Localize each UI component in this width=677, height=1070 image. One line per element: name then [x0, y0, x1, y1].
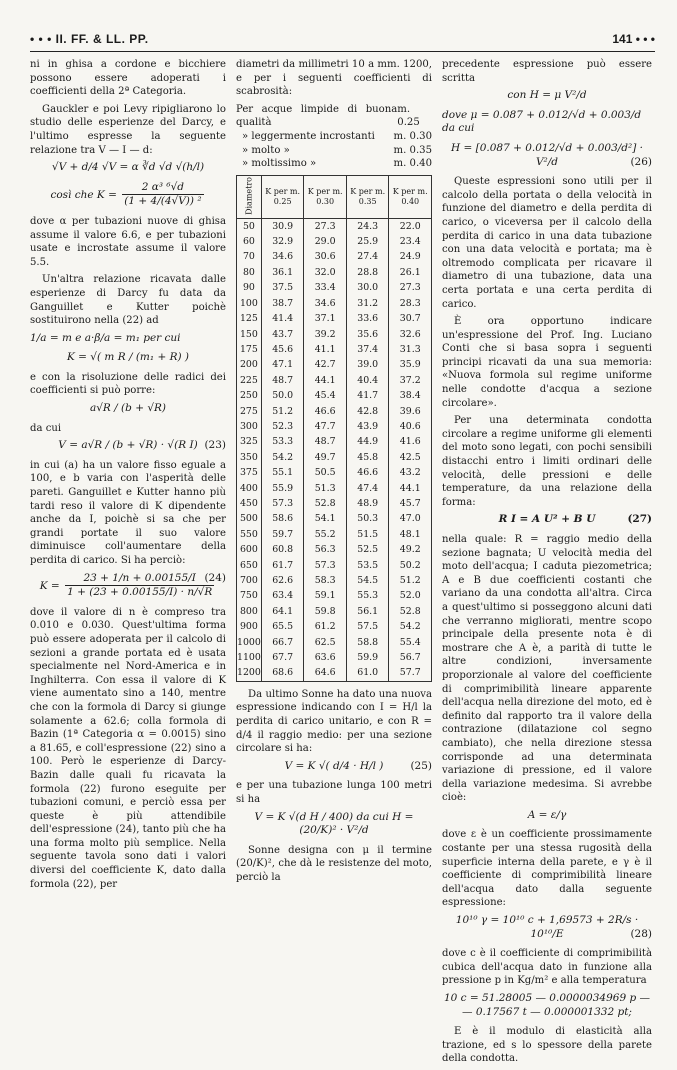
table-row	[237, 465, 432, 480]
equation: V = K √( d/4 · H/l ) (25)	[284, 759, 432, 772]
table-row	[237, 434, 432, 449]
equation: con H = μ V²/d	[507, 89, 587, 102]
table-row	[237, 265, 432, 280]
paragraph: e con la risoluzione delle radici dei coefficienti si può porre:	[30, 371, 226, 397]
cell-k-value: 40.6	[389, 419, 432, 434]
cell-diameter: 70	[237, 249, 262, 264]
cell-k-value: 46.6	[304, 404, 347, 419]
cell-k-value: 59.9	[346, 650, 389, 665]
cell-k-value: 51.5	[346, 527, 389, 542]
paragraph: Queste espressioni sono utili per il calcolo della portata o della velocità in funzione del diametro e della perdita di carico, o viceversa per il calcolo della perdita di carico in una data tubazione con una data velocità e portata; ma è oltremodo complicata per ricavare il diametro di una tubazione, data una certa portata e una certa perdita di carico.	[442, 176, 652, 310]
cell-k-value: 64.1	[261, 604, 304, 619]
cell-k-value: 52.8	[304, 496, 347, 511]
cell-diameter: 1200	[237, 665, 262, 681]
equation: K = $\frac{23 + 1/n + 0.00155/I}{1 + (23 + 0.00155/I) \cdot n/√R}$ (24)	[39, 571, 226, 599]
paragraph: precedente espressione può essere scritta	[442, 59, 652, 84]
cell-diameter: 250	[237, 388, 262, 403]
cell-k-value: 43.2	[389, 465, 432, 480]
cell-k-value: 30.0	[346, 280, 389, 295]
paragraph: Da ultimo Sonne ha dato una nuova espressione indicando con I = H/l la perdita di carico unitario, e con R = d/4 il raggio medio: per una sezione circolare si ha:	[236, 688, 432, 755]
cell-k-value: 24.3	[346, 218, 389, 234]
cell-k-value: 27.3	[389, 280, 432, 295]
cell-k-value: 54.2	[261, 450, 304, 465]
cell-k-value: 39.0	[346, 357, 389, 372]
cell-k-value: 57.3	[304, 558, 347, 573]
cell-k-value: 39.2	[304, 327, 347, 342]
paragraph: È ora opportuno indicare un'espressione del Prof. Ing. Luciano Conti che si basa sopra i seguenti principi ricavati da una sua memoria: «Nuova formola sul regime uniforme nelle condotte d'acqua a sezione circolare».	[442, 316, 652, 409]
cell-diameter: 700	[237, 573, 262, 588]
cell-diameter: 650	[237, 558, 262, 573]
cell-k-value: 58.6	[261, 511, 304, 526]
cell-k-value: 27.4	[346, 249, 389, 264]
cell-k-value: 58.3	[304, 573, 347, 588]
paragraph: dove c è il coefficiente di comprimibilità cubica dell'acqua dato in funzione alla pressione p in Kg/m² e alla temperatura	[442, 948, 652, 987]
cell-k-value: 67.7	[261, 650, 304, 665]
table-row	[237, 588, 432, 603]
cell-diameter: 50	[237, 218, 262, 234]
cell-diameter: 275	[237, 404, 262, 419]
cell-k-value: 64.6	[304, 665, 347, 681]
cell-diameter: 300	[237, 419, 262, 434]
cell-diameter: 450	[237, 496, 262, 511]
cell-k-value: 41.7	[346, 388, 389, 403]
cell-diameter: 175	[237, 342, 262, 357]
cell-k-value: 53.3	[261, 434, 304, 449]
cell-k-value: 32.9	[261, 234, 304, 249]
cell-k-value: 52.5	[346, 542, 389, 557]
cell-diameter: 90	[237, 280, 262, 295]
cell-k-value: 41.1	[304, 342, 347, 357]
cell-k-value: 57.5	[346, 619, 389, 634]
cell-k-value: 57.3	[261, 496, 304, 511]
cell-k-value: 45.6	[261, 342, 304, 357]
cell-k-value: 43.9	[346, 419, 389, 434]
cell-k-value: 30.9	[261, 218, 304, 234]
table-row	[237, 419, 432, 434]
cell-k-value: 48.9	[346, 496, 389, 511]
cell-k-value: 51.2	[261, 404, 304, 419]
cell-diameter: 800	[237, 604, 262, 619]
cell-diameter: 400	[237, 481, 262, 496]
cell-k-value: 42.8	[346, 404, 389, 419]
equation: dove μ = 0.087 + 0.012/√d + 0.003/d da cui	[442, 108, 642, 135]
coefficient-table	[236, 175, 432, 682]
cell-k-value: 36.1	[261, 265, 304, 280]
cell-k-value: 29.0	[304, 234, 347, 249]
paragraph: nella quale: R = raggio medio della sezione bagnata; U velocità media del moto dell'acqua; I caduta piezometrica; A e B due coefficienti costanti che variano da una condotta all'altra. Circa a quest'ultimo si posseggono alcuni dati che verranno migliorati, mentre scopo principale della presente nota è di mostrare che A è, a parità di tutte le altre condizioni, inversamente proporzionale al valore del coefficiente di comprimibilità lineare apparente dell'acqua nella direzione del moto, ed è definito dal rapporto tra il valore della contrazione (dilatazione col segno cambiato), che nella direzione stessa corrisponde ad una determinata variazione di pressione, ed il valore della variazione medesima. Si avrebbe cioè:	[442, 534, 652, 804]
table-row	[237, 357, 432, 372]
cell-k-value: 55.2	[304, 527, 347, 542]
table-row	[237, 249, 432, 264]
paragraph: dove ε è un coefficiente prossimamente costante per una stessa rugosità della superficie interna della parete, e γ è il coefficiente di comprimibilità lineare dell'acqua dato dalla seguente espressione:	[442, 829, 652, 909]
table-row	[237, 311, 432, 326]
cell-k-value: 47.4	[346, 481, 389, 496]
cell-k-value: 66.7	[261, 635, 304, 650]
cell-diameter: 600	[237, 542, 262, 557]
cell-diameter: 550	[237, 527, 262, 542]
cell-k-value: 44.9	[346, 434, 389, 449]
cell-k-value: 27.3	[304, 218, 347, 234]
cell-k-value: 54.5	[346, 573, 389, 588]
cell-k-value: 49.2	[389, 542, 432, 557]
cell-k-value: 45.7	[389, 496, 432, 511]
cell-k-value: 41.4	[261, 311, 304, 326]
cell-k-value: 55.1	[261, 465, 304, 480]
cell-k-value: 49.7	[304, 450, 347, 465]
equation: 10 c = 51.28005 — 0.0000034969 p — — 0.17567 t — 0.000001332 pt;	[443, 992, 651, 1018]
cell-k-value: 35.9	[389, 357, 432, 372]
cell-diameter: 750	[237, 588, 262, 603]
cell-k-value: 60.8	[261, 542, 304, 557]
table-row	[237, 542, 432, 557]
table-row	[237, 496, 432, 511]
equation: R I = A U² + B U (27)	[498, 513, 652, 526]
cell-k-value: 56.3	[304, 542, 347, 557]
cell-k-value: 57.7	[389, 665, 432, 681]
table-row	[237, 342, 432, 357]
cell-k-value: 47.0	[389, 511, 432, 526]
cell-k-value: 63.6	[304, 650, 347, 665]
cell-k-value: 52.8	[389, 604, 432, 619]
cell-diameter: 60	[237, 234, 262, 249]
column-2	[236, 58, 432, 889]
column-header-k: K per m. 0.25	[261, 175, 304, 218]
cell-k-value: 40.4	[346, 373, 389, 388]
cell-k-value: 51.3	[304, 481, 347, 496]
equation: 10¹⁰ γ = 10¹⁰ c + 1,69573 + 2R/s · 10¹⁰/E (28)	[455, 914, 652, 940]
cell-k-value: 42.7	[304, 357, 347, 372]
cell-k-value: 30.7	[389, 311, 432, 326]
cell-k-value: 28.3	[389, 296, 432, 311]
cell-k-value: 65.5	[261, 619, 304, 634]
cell-k-value: 22.0	[389, 218, 432, 234]
cell-k-value: 56.1	[346, 604, 389, 619]
paragraph: diametri da millimetri 10 a mm. 1200, e per i seguenti coefficienti di scabrosità:	[236, 59, 432, 98]
cell-k-value: 23.4	[389, 234, 432, 249]
equation: così che K = $\frac{\text{2 α³ ⁶√d}}{\text{(1 + 4/(4√V)) ²}}$	[50, 180, 202, 208]
cell-k-value: 47.1	[261, 357, 304, 372]
cell-diameter: 500	[237, 511, 262, 526]
cell-diameter: 1000	[237, 635, 262, 650]
table-row	[237, 558, 432, 573]
paragraph: Un'altra relazione ricavata dalle esperienze di Darcy fu data da Ganguillet e Kutter poichè sostituirono nella (22) ad	[30, 274, 226, 327]
cell-k-value: 37.2	[389, 373, 432, 388]
cell-k-value: 50.3	[346, 511, 389, 526]
cell-k-value: 37.4	[346, 342, 389, 357]
cell-k-value: 47.7	[304, 419, 347, 434]
table-row	[237, 511, 432, 526]
cell-k-value: 48.7	[261, 373, 304, 388]
cell-k-value: 30.6	[304, 249, 347, 264]
cell-diameter: 150	[237, 327, 262, 342]
cell-k-value: 33.4	[304, 280, 347, 295]
column-header-k: K per m. 0.30	[304, 175, 347, 218]
equation: V = a√R / (b + √R) · √(R I) (23)	[58, 439, 226, 452]
cell-k-value: 52.3	[261, 419, 304, 434]
paragraph: Gauckler e poi Levy ripigliarono lo studio delle esperienze del Darcy, e l'ultimo espresse la seguente relazione tra V — I — d:	[30, 103, 226, 156]
cell-k-value: 50.5	[304, 465, 347, 480]
cell-k-value: 59.8	[304, 604, 347, 619]
paragraph: in cui (a) ha un valore fisso eguale a 100, e b varia con l'asperità delle pareti. Ganguillet e Kutter hanno più tardi reso il valore di K dipendente anche da I, poichè si sa che per grandi portate il suo valore diminuisce coll'aumentare della perdita di carico. Si ha perciò:	[30, 459, 226, 566]
cell-k-value: 63.4	[261, 588, 304, 603]
cell-k-value: 55.4	[389, 635, 432, 650]
cell-k-value: 39.6	[389, 404, 432, 419]
page-header	[30, 32, 655, 50]
cell-k-value: 35.6	[346, 327, 389, 342]
cell-k-value: 45.4	[304, 388, 347, 403]
cell-diameter: 100	[237, 296, 262, 311]
scabrosity-list: Per acque limpide di buona qualità m. 0.25 » leggermente incrostanti m. 0.30 » molto » m. 0.35 » moltissimo » m. 0.40	[236, 103, 432, 170]
cell-k-value: 32.6	[389, 327, 432, 342]
cell-k-value: 34.6	[304, 296, 347, 311]
cell-k-value: 62.5	[304, 635, 347, 650]
equation: √V + d/4 √V = α ∛d √d √(h/l)	[51, 161, 205, 174]
cell-k-value: 32.0	[304, 265, 347, 280]
table-row	[237, 527, 432, 542]
equation: V = K √(d H / 400) da cui H = (20/K)² · V²/d	[254, 810, 414, 837]
cell-k-value: 59.1	[304, 588, 347, 603]
cell-k-value: 24.9	[389, 249, 432, 264]
column-3	[442, 58, 652, 1070]
equation: H = [0.087 + 0.012/√d + 0.003/d²] · V²/d (26)	[450, 141, 652, 168]
table-row	[237, 635, 432, 650]
cell-diameter: 375	[237, 465, 262, 480]
cell-diameter: 125	[237, 311, 262, 326]
cell-k-value: 31.3	[389, 342, 432, 357]
cell-diameter: 225	[237, 373, 262, 388]
cell-k-value: 43.7	[261, 327, 304, 342]
cell-k-value: 44.1	[389, 481, 432, 496]
table-row	[237, 619, 432, 634]
paragraph: dove α per tubazioni nuove di ghisa assume il valore 6.6, e per tubazioni usate e incrostate assume il valore 5.5.	[30, 215, 226, 268]
cell-k-value: 62.6	[261, 573, 304, 588]
cell-k-value: 54.1	[304, 511, 347, 526]
cell-k-value: 52.0	[389, 588, 432, 603]
column-header-k: K per m. 0.35	[346, 175, 389, 218]
cell-diameter: 900	[237, 619, 262, 634]
cell-k-value: 38.7	[261, 296, 304, 311]
cell-k-value: 26.1	[389, 265, 432, 280]
table-row	[237, 296, 432, 311]
paragraph: Per una determinata condotta circolare a regime uniforme gli elementi del moto sono legati, con pochi sensibili distacchi entro i limiti ordinari delle velocità, delle pressioni e delle temperature, da una relazione della forma:	[442, 415, 652, 508]
cell-k-value: 50.2	[389, 558, 432, 573]
cell-k-value: 61.7	[261, 558, 304, 573]
table-row	[237, 388, 432, 403]
cell-k-value: 48.1	[389, 527, 432, 542]
cell-diameter: 350	[237, 450, 262, 465]
cell-k-value: 42.5	[389, 450, 432, 465]
cell-k-value: 34.6	[261, 249, 304, 264]
cell-k-value: 48.7	[304, 434, 347, 449]
table-row	[237, 573, 432, 588]
cell-k-value: 37.1	[304, 311, 347, 326]
paragraph: ni in ghisa a cordone e bicchiere possono essere adoperati i coefficienti della 2ª Categoria.	[30, 59, 226, 98]
cell-k-value: 59.7	[261, 527, 304, 542]
table-row	[237, 665, 432, 681]
cell-diameter: 200	[237, 357, 262, 372]
cell-k-value: 44.1	[304, 373, 347, 388]
cell-k-value: 50.0	[261, 388, 304, 403]
running-title: • • • II. FF. & LL. PP.	[30, 32, 149, 46]
header-rule	[30, 51, 655, 52]
cell-k-value: 37.5	[261, 280, 304, 295]
cell-k-value: 25.9	[346, 234, 389, 249]
cell-k-value: 55.9	[261, 481, 304, 496]
equation: K = √( m R / (m₁ + R) )	[66, 351, 190, 364]
paragraph: e per una tubazione lunga 100 metri si ha	[236, 780, 432, 806]
cell-k-value: 38.4	[389, 388, 432, 403]
cell-k-value: 45.8	[346, 450, 389, 465]
column-header-k: K per m. 0.40	[389, 175, 432, 218]
paragraph: da cui	[30, 422, 62, 434]
cell-k-value: 41.6	[389, 434, 432, 449]
cell-k-value: 53.5	[346, 558, 389, 573]
cell-k-value: 55.3	[346, 588, 389, 603]
cell-k-value: 33.6	[346, 311, 389, 326]
table-row	[237, 327, 432, 342]
cell-k-value: 56.7	[389, 650, 432, 665]
table-row	[237, 280, 432, 295]
paragraph: E è il modulo di elasticità alla trazione, ed s lo spessore della parete della condotta.	[442, 1026, 652, 1065]
cell-k-value: 68.6	[261, 665, 304, 681]
cell-k-value: 61.2	[304, 619, 347, 634]
table-row	[237, 373, 432, 388]
cell-diameter: 80	[237, 265, 262, 280]
paragraph: dove il valore di n è compreso tra 0.010 e 0.030. Quest'ultima forma può essere adoperata per il calcolo di sezioni a grande portata ed è usata specialmente nel Nord-America e in Inghilterra. Con essa il valore di K viene aumentato sino a 140, mentre che con la formola di Darcy si giunge solamente a 62.6; colla formola di Bazin (1ª Categoria α = 0.0015) sino a 81.65, e coll'espressione (22) sino a 100. Però le esperienze di Darcy-Bazin dalle quali fu ricavata la formola (22) furono eseguite per tubazioni comuni, e perciò essa per queste è più attendibile dell'espressione (24), tanto più che ha una forma molto più semplice. Nella seguente tavola sono dati i valori diversi del coefficiente K, dato dalla formola (22), per	[30, 606, 226, 890]
table-row	[237, 218, 432, 234]
table-row	[237, 404, 432, 419]
cell-k-value: 58.8	[346, 635, 389, 650]
table-row	[237, 650, 432, 665]
cell-k-value: 46.6	[346, 465, 389, 480]
cell-diameter: 1100	[237, 650, 262, 665]
column-1	[30, 58, 226, 895]
cell-k-value: 51.2	[389, 573, 432, 588]
column-header-diameter: Diametro	[237, 175, 262, 218]
page-number: 141 • • •	[612, 32, 655, 46]
equation: 1/a = m e a·β/a = m₁ per cui	[30, 331, 181, 344]
cell-k-value: 31.2	[346, 296, 389, 311]
equation: A = ε/γ	[527, 808, 567, 821]
table-row	[237, 604, 432, 619]
equation: a√R / (b + √R)	[89, 402, 167, 415]
paragraph: Sonne designa con μ il termine (20/K)², che dà le resistenze del moto, perciò la	[236, 844, 432, 883]
table-row	[237, 234, 432, 249]
table-row	[237, 450, 432, 465]
cell-k-value: 28.8	[346, 265, 389, 280]
cell-k-value: 61.0	[346, 665, 389, 681]
table-row	[237, 481, 432, 496]
cell-diameter: 325	[237, 434, 262, 449]
cell-k-value: 54.2	[389, 619, 432, 634]
